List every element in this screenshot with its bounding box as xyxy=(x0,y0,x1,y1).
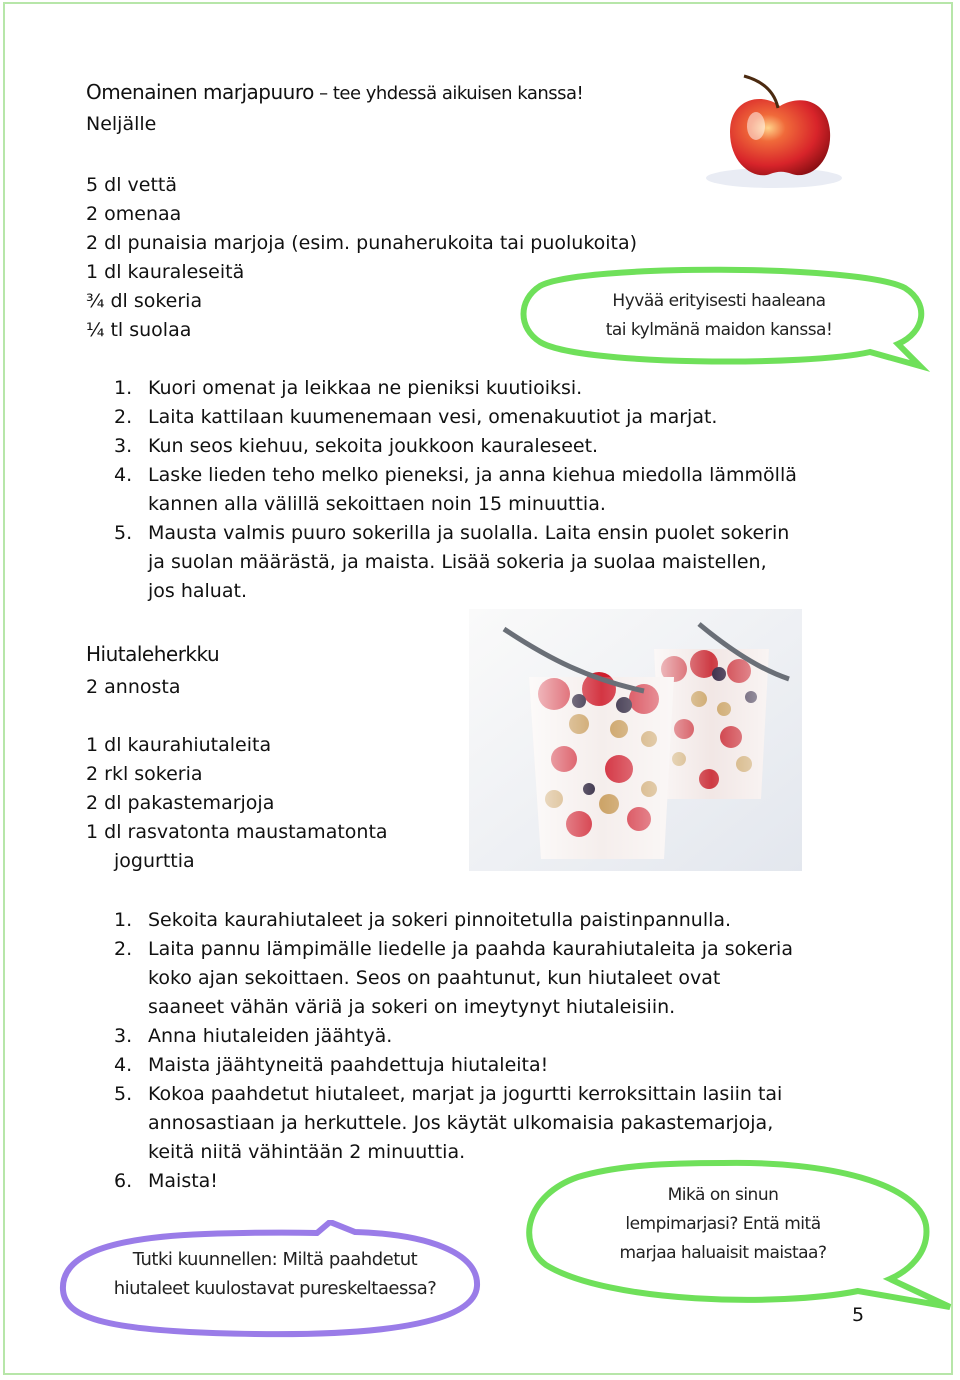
recipe2-servings: 2 annosta xyxy=(86,676,181,698)
recipe1-title-text: Omenainen marjapuuro xyxy=(86,80,314,104)
bubble-line: Tutki kuunnellen: Miltä paahdetut xyxy=(132,1249,418,1270)
step-item xyxy=(114,432,797,461)
step-text: Kuori omenat ja leikkaa ne pieniksi kuutioiksi. xyxy=(148,377,583,399)
step-text: Sekoita kaurahiutaleet ja sokeri pinnoitetulla paistinpannulla. xyxy=(148,909,732,931)
step-number: 1. xyxy=(114,909,133,931)
recipe1-subtitle: – tee yhdessä aikuisen kanssa! xyxy=(313,83,584,104)
ingredient: ¾ dl sokeria xyxy=(86,290,203,312)
page-number: 5 xyxy=(852,1304,865,1326)
step-number: 1. xyxy=(114,377,133,399)
step-text: kannen alla välillä sekoittaen noin 15 minuuttia. xyxy=(148,493,606,515)
step-text: keitä niitä vähintään 2 minuuttia. xyxy=(148,1141,466,1163)
bubble-line: hiutaleet kuulostavat pureskeltaessa? xyxy=(113,1278,437,1299)
recipe1-title xyxy=(86,80,583,104)
step-item xyxy=(114,1022,793,1051)
step-number: 5. xyxy=(114,1083,133,1105)
ingredient: 5 dl vettä xyxy=(86,174,177,196)
bubble-line: lempimarjasi? Entä mitä xyxy=(625,1214,821,1234)
bubble-line: Mikä on sinun xyxy=(667,1185,779,1205)
step-text: Laita pannu lämpimälle liedelle ja paahda kaurahiutaleita ja sokeria xyxy=(148,938,793,960)
step-text: Laske lieden teho melko pieneksi, ja anna kiehua miedolla lämmöllä xyxy=(148,464,797,486)
step-item xyxy=(114,403,797,432)
step-number: 2. xyxy=(114,406,133,428)
step-number: 3. xyxy=(114,435,133,457)
bubble-purple-text xyxy=(80,1245,470,1303)
recipe1-servings: Neljälle xyxy=(86,113,157,135)
ingredient: 1 dl kauraleseitä xyxy=(86,261,245,283)
ingredient: 2 dl punaisia marjoja (esim. punaherukoita tai puolukoita) xyxy=(86,232,638,254)
apple-illustration xyxy=(700,70,860,195)
recipe2-steps xyxy=(114,906,793,1196)
step-text: annosastiaan ja herkuttele. Jos käytät ulkomaisia pakastemarjoja, xyxy=(148,1112,774,1134)
step-item xyxy=(114,1080,793,1167)
step-number: 5. xyxy=(114,522,133,544)
step-item xyxy=(114,374,797,403)
bubble-top-line: tai kylmänä maidon kanssa! xyxy=(605,320,833,340)
recipe2-title: Hiutaleherkku xyxy=(86,642,220,666)
step-text: Anna hiutaleiden jäähtyä. xyxy=(148,1025,393,1047)
bubble-top-text xyxy=(540,287,898,345)
step-number: 6. xyxy=(114,1170,133,1192)
step-text: Maista jäähtyneitä paahdettuja hiutaleita! xyxy=(148,1054,549,1076)
step-text: saaneet vähän väriä ja sokeri on imeytynyt hiutaleisiin. xyxy=(148,996,676,1018)
step-text: Kokoa paahdetut hiutaleet, marjat ja jogurtti kerroksittain lasiin tai xyxy=(148,1083,783,1105)
step-number: 3. xyxy=(114,1025,133,1047)
step-item xyxy=(114,906,793,935)
ingredient: 2 dl pakastemarjoja xyxy=(86,792,275,814)
step-number: 4. xyxy=(114,464,133,486)
step-number: 2. xyxy=(114,938,133,960)
step-text: koko ajan sekoittaen. Seos on paahtunut, kun hiutaleet ovat xyxy=(148,967,721,989)
step-text: ja suolan määrästä, ja maista. Lisää sokeria ja suolaa maistellen, xyxy=(148,551,767,573)
bubble-top-line: Hyvää erityisesti haaleana xyxy=(612,291,826,311)
ingredient: 1 dl kaurahiutaleita xyxy=(86,734,272,756)
bubble-line: marjaa haluaisit maistaa? xyxy=(619,1243,827,1263)
ingredient: 2 rkl sokeria xyxy=(86,763,203,785)
step-text: Kun seos kiehuu, sekoita joukkoon kauraleseet. xyxy=(148,435,599,457)
step-text: Mausta valmis puuro sokerilla ja suolalla. Laita ensin puolet sokerin xyxy=(148,522,790,544)
step-number: 4. xyxy=(114,1054,133,1076)
ingredient: 1 dl rasvatonta maustamatonta xyxy=(86,821,388,843)
ingredient: jogurttia xyxy=(114,850,195,872)
step-item xyxy=(114,1051,793,1080)
step-item xyxy=(114,519,797,606)
step-text: Laita kattilaan kuumenemaan vesi, omenakuutiot ja marjat. xyxy=(148,406,718,428)
step-text: jos haluat. xyxy=(148,580,247,602)
bubble-green-bottom-text xyxy=(560,1181,886,1268)
recipe1-steps xyxy=(114,374,797,606)
step-text: Maista! xyxy=(148,1170,218,1192)
dessert-photo xyxy=(469,609,802,871)
ingredient: ¼ tl suolaa xyxy=(86,319,192,341)
step-item xyxy=(114,935,793,1022)
step-item xyxy=(114,461,797,519)
ingredient: 2 omenaa xyxy=(86,203,182,225)
